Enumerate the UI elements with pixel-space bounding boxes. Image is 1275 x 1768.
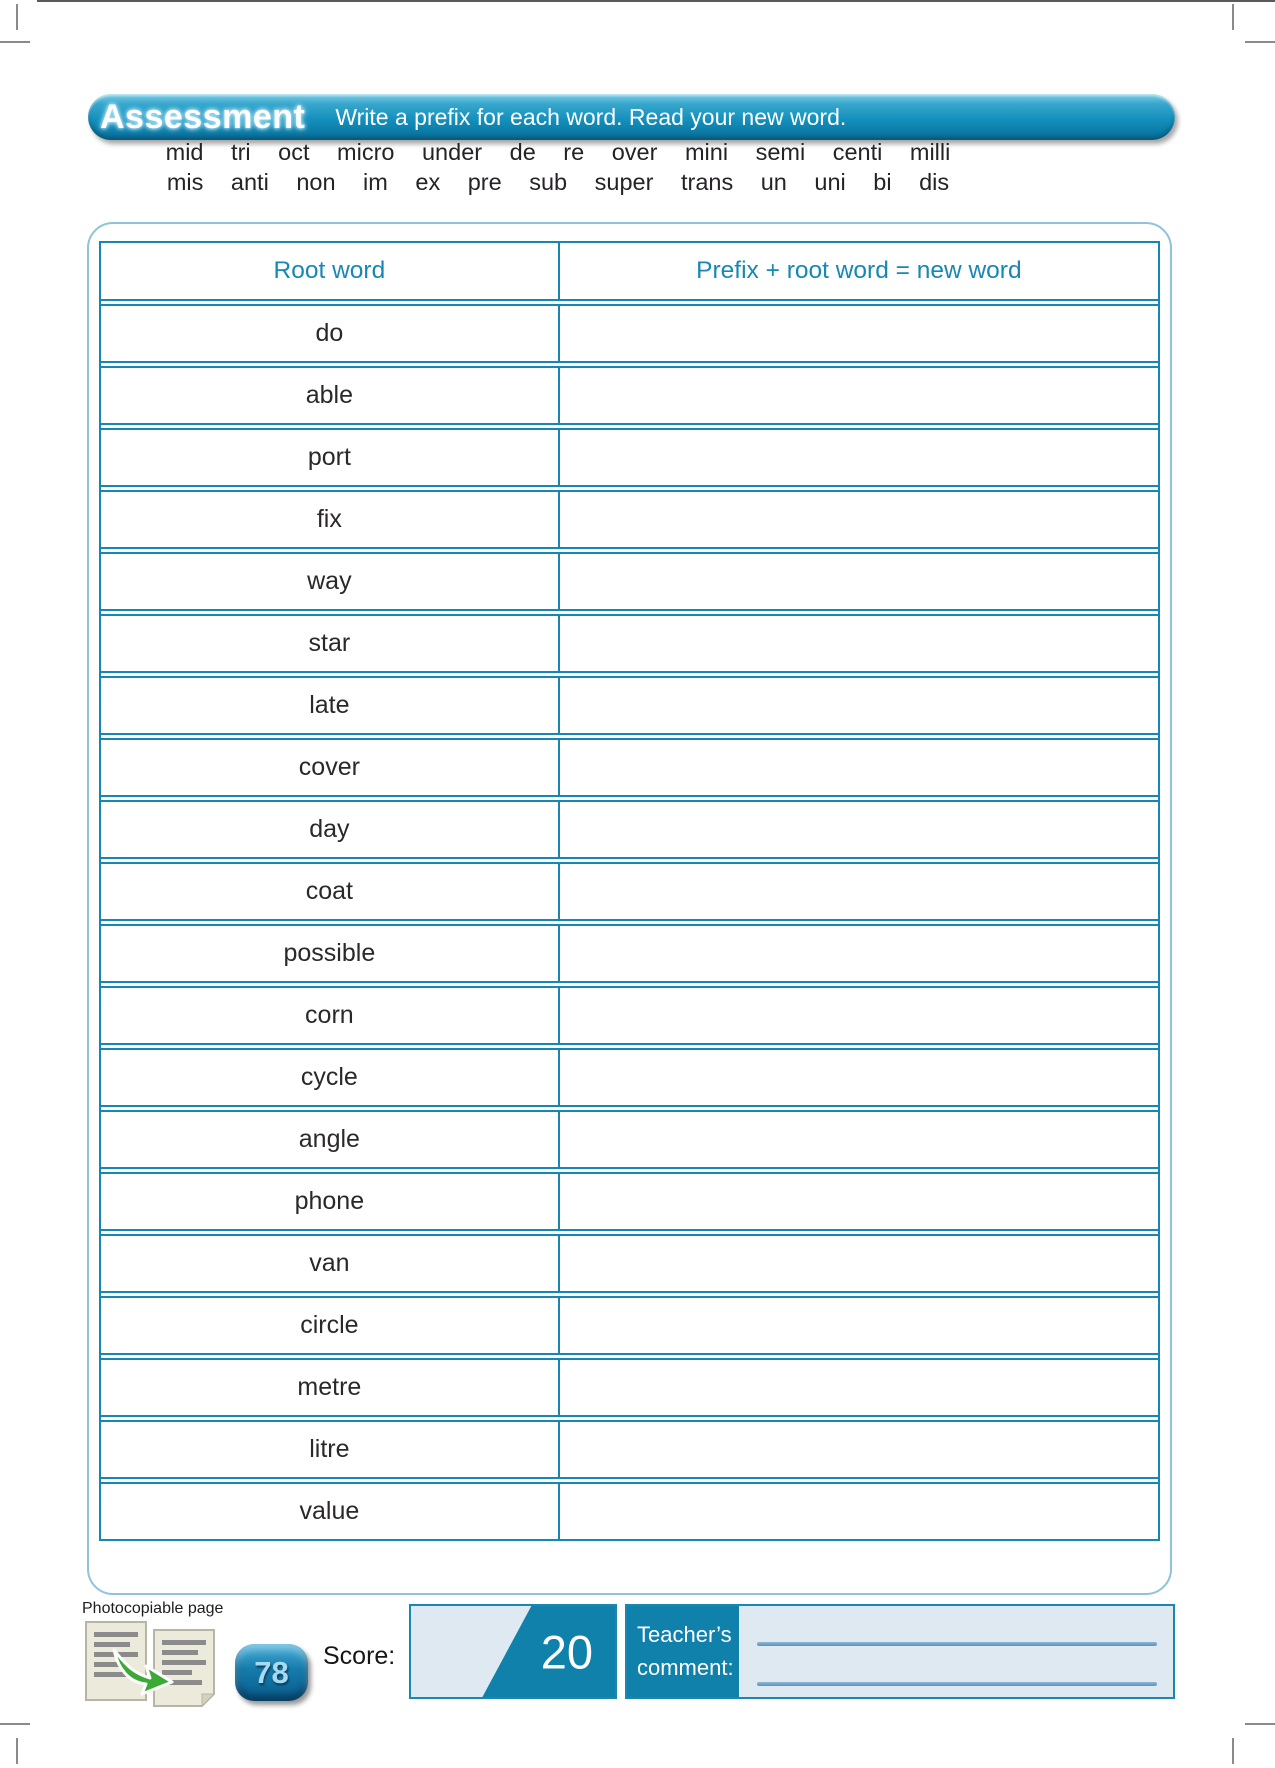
root-word-cell: phone	[101, 1174, 560, 1229]
table-header-row	[101, 241, 1158, 301]
teacher-label-line2: comment:	[637, 1655, 734, 1680]
table-row	[101, 924, 1158, 983]
table-row	[101, 614, 1158, 673]
root-word-cell: fix	[101, 492, 560, 547]
table-row	[101, 1172, 1158, 1231]
crop-mark	[16, 1738, 18, 1764]
table-row	[101, 552, 1158, 611]
answer-cell[interactable]	[560, 1174, 1158, 1229]
crop-mark	[1232, 1738, 1234, 1764]
crop-mark	[1245, 41, 1275, 43]
answer-cell[interactable]	[560, 802, 1158, 857]
answer-cell[interactable]	[560, 1112, 1158, 1167]
root-word-cell: corn	[101, 988, 560, 1043]
answer-cell[interactable]	[560, 554, 1158, 609]
table-row	[101, 366, 1158, 425]
root-word-cell: circle	[101, 1298, 560, 1353]
answer-cell[interactable]	[560, 678, 1158, 733]
root-word-cell: van	[101, 1236, 560, 1291]
crop-mark	[1245, 1723, 1275, 1725]
answer-cell[interactable]	[560, 1360, 1158, 1415]
root-word-cell: cycle	[101, 1050, 560, 1105]
crop-mark	[1232, 4, 1234, 30]
root-word-cell: angle	[101, 1112, 560, 1167]
crop-mark	[16, 4, 18, 30]
assessment-header-bar	[88, 94, 1175, 140]
answer-cell[interactable]	[560, 1236, 1158, 1291]
answer-cell[interactable]	[560, 926, 1158, 981]
root-word-cell: coat	[101, 864, 560, 919]
prefix-header: Prefix + root word = new word	[696, 257, 1022, 284]
teacher-comment-area[interactable]	[739, 1606, 1173, 1697]
prefix-line-1: mid tri oct micro under de re over mini semi centi milli	[165, 139, 951, 165]
table-row	[101, 800, 1158, 859]
root-word-cell: star	[101, 616, 560, 671]
teacher-comment-label	[627, 1606, 739, 1697]
crop-mark	[0, 41, 30, 43]
prefix-word-bank	[88, 137, 1028, 197]
table-row	[101, 986, 1158, 1045]
root-word-cell: litre	[101, 1422, 560, 1477]
table-row	[101, 428, 1158, 487]
table-row	[101, 1234, 1158, 1293]
root-word-cell: do	[101, 306, 560, 361]
answer-cell[interactable]	[560, 988, 1158, 1043]
table-row	[101, 1420, 1158, 1479]
instruction-text: Write a prefix for each word. Read your new word.	[335, 103, 847, 130]
photocopy-icon	[84, 1616, 220, 1710]
comment-line[interactable]	[757, 1642, 1157, 1646]
answer-cell[interactable]	[560, 864, 1158, 919]
root-word-cell: day	[101, 802, 560, 857]
answer-cell[interactable]	[560, 616, 1158, 671]
table-row	[101, 1110, 1158, 1169]
table-row	[101, 490, 1158, 549]
table-row	[101, 1482, 1158, 1541]
answer-cell[interactable]	[560, 368, 1158, 423]
teacher-comment-box	[625, 1604, 1175, 1699]
table-row	[101, 304, 1158, 363]
answer-cell[interactable]	[560, 1050, 1158, 1105]
table-row	[101, 1296, 1158, 1355]
prefix-line-2: mis anti non im ex pre sub super trans un uni bi dis	[166, 169, 950, 195]
page-number-badge: 78	[235, 1644, 308, 1701]
table-row	[101, 738, 1158, 797]
root-word-cell: value	[101, 1484, 560, 1539]
answer-cell[interactable]	[560, 430, 1158, 485]
score-input-area[interactable]	[411, 1606, 482, 1697]
answer-cell[interactable]	[560, 1298, 1158, 1353]
prefix-table	[99, 241, 1160, 1541]
page-title: Assessment	[100, 97, 306, 136]
table-row	[101, 1358, 1158, 1417]
score-total: 20	[540, 1625, 593, 1678]
crop-mark	[0, 1723, 30, 1725]
answer-cell[interactable]	[560, 1484, 1158, 1539]
table-row	[101, 1048, 1158, 1107]
answer-cell[interactable]	[560, 1422, 1158, 1477]
root-word-header: Root word	[101, 243, 560, 299]
comment-line[interactable]	[757, 1682, 1157, 1686]
root-word-cell: cover	[101, 740, 560, 795]
teacher-label-line1: Teacher’s	[637, 1622, 732, 1647]
photocopiable-label: Photocopiable page	[82, 1600, 224, 1617]
answer-cell[interactable]	[560, 306, 1158, 361]
root-word-cell: way	[101, 554, 560, 609]
root-word-cell: able	[101, 368, 560, 423]
page-front-icon	[154, 1630, 214, 1706]
page-edge-line	[37, 0, 1275, 2]
root-word-cell: port	[101, 430, 560, 485]
score-box	[409, 1604, 617, 1699]
table-row	[101, 676, 1158, 735]
root-word-cell: metre	[101, 1360, 560, 1415]
score-label: Score:	[323, 1642, 396, 1670]
answer-cell[interactable]	[560, 740, 1158, 795]
table-row	[101, 862, 1158, 921]
answer-cell[interactable]	[560, 492, 1158, 547]
root-word-cell: late	[101, 678, 560, 733]
root-word-cell: possible	[101, 926, 560, 981]
